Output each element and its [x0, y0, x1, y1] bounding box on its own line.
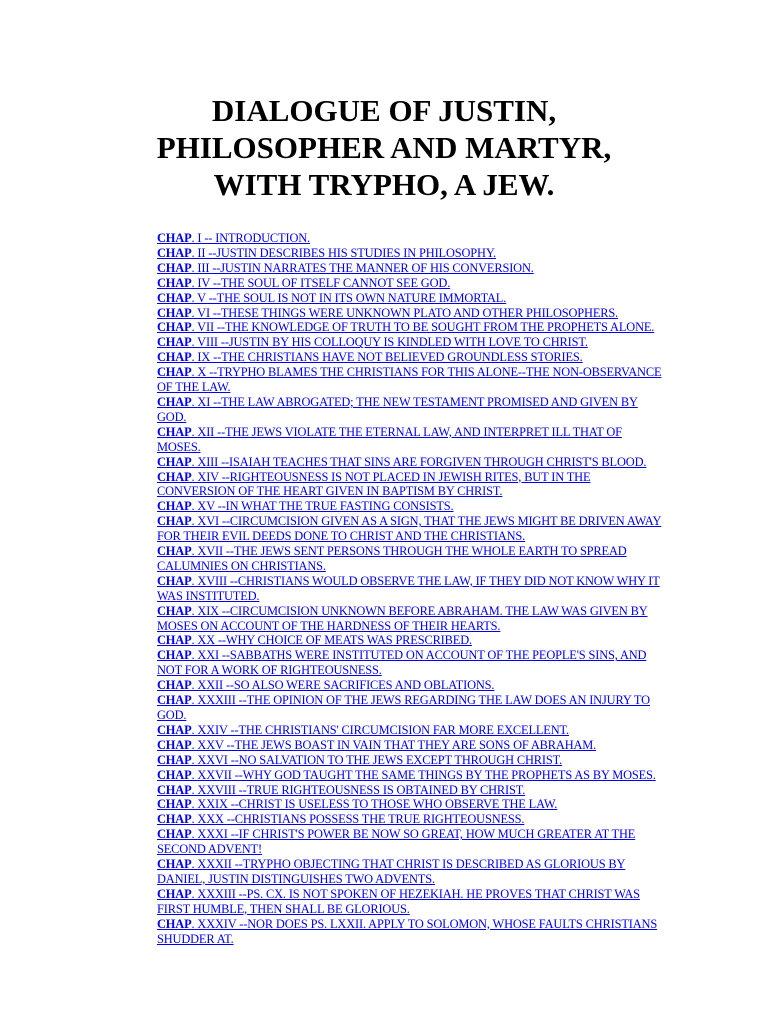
chapter-prefix: CHAP — [157, 916, 192, 931]
chapter-link[interactable] — [157, 395, 638, 424]
chapter-title: . III --JUSTIN NARRATES THE MANNER OF HIS CONVERSION. — [191, 260, 534, 275]
chapter-prefix: CHAP — [157, 812, 192, 827]
chapter-link[interactable] — [157, 455, 646, 469]
toc-entry — [157, 753, 667, 768]
chapter-prefix: CHAP — [157, 722, 192, 737]
chapter-link[interactable] — [157, 738, 596, 752]
chapter-link[interactable] — [157, 470, 590, 499]
chapter-prefix: CHAP — [157, 678, 192, 693]
chapter-title: . XXIV --THE CHRISTIANS' CIRCUMCISION FAR MORE EXCELLENT. — [191, 722, 569, 737]
chapter-prefix: CHAP — [157, 320, 192, 335]
toc-entry — [157, 678, 667, 693]
chapter-title: . XXXIV --NOR DOES PS. LXXII. APPLY TO SOLOMON, WHOSE FAULTS CHRISTIANS SHUDDER AT. — [157, 916, 658, 946]
chapter-prefix: CHAP — [157, 782, 192, 797]
chapter-title: . IV --THE SOUL OF ITSELF CANNOT SEE GOD. — [191, 275, 451, 290]
chapter-title: . VII --THE KNOWLEDGE OF TRUTH TO BE SOUGHT FROM THE PROPHETS ALONE. — [191, 320, 655, 335]
chapter-title: . XIV --RIGHTEOUSNESS IS NOT PLACED IN JEWISH RITES, BUT IN THE CONVERSION OF THE HEART GIVEN IN BAPTISM BY CHRIST. — [157, 469, 591, 499]
chapter-prefix: CHAP — [157, 886, 192, 901]
chapter-link[interactable] — [157, 648, 646, 677]
chapter-title: . IX --THE CHRISTIANS HAVE NOT BELIEVED GROUNDLESS STORIES. — [191, 350, 583, 365]
toc-entry — [157, 797, 667, 812]
chapter-title: . XXX --CHRISTIANS POSSESS THE TRUE RIGHTEOUSNESS. — [191, 812, 525, 827]
chapter-link[interactable] — [157, 917, 657, 946]
chapter-prefix: CHAP — [157, 693, 192, 708]
chapter-prefix: CHAP — [157, 335, 192, 350]
chapter-link[interactable] — [157, 261, 534, 275]
chapter-title: . XXVI --NO SALVATION TO THE JEWS EXCEPT THROUGH CHRIST. — [191, 752, 563, 767]
chapter-title: . XXV --THE JEWS BOAST IN VAIN THAT THEY ARE SONS OF ABRAHAM. — [191, 737, 597, 752]
chapter-title: . XXI --SABBATHS WERE INSTITUTED ON ACCOUNT OF THE PEOPLE'S SINS, AND NOT FOR A WORK OF RIGHTEOUSNESS. — [157, 648, 647, 678]
toc-entry — [157, 783, 667, 798]
chapter-link[interactable] — [157, 365, 661, 394]
chapter-prefix: CHAP — [157, 260, 192, 275]
chapter-prefix: CHAP — [157, 350, 192, 365]
chapter-link[interactable] — [157, 678, 494, 692]
chapter-prefix: CHAP — [157, 648, 192, 663]
chapter-title: . VIII --JUSTIN BY HIS COLLOQUY IS KINDLED WITH LOVE TO CHRIST. — [191, 335, 588, 350]
toc-entry — [157, 350, 667, 365]
chapter-title: . XXVII --WHY GOD TAUGHT THE SAME THINGS BY THE PROPHETS AS BY MOSES. — [191, 767, 656, 782]
chapter-title: . XXXIII --PS. CX. IS NOT SPOKEN OF HEZEKIAH. HE PROVES THAT CHRIST WAS FIRST HUMBLE, THEN SHALL BE GLORIOUS. — [157, 886, 640, 916]
toc-entry — [157, 246, 667, 261]
chapter-link[interactable] — [157, 499, 454, 513]
chapter-prefix: CHAP — [157, 827, 192, 842]
chapter-link[interactable] — [157, 276, 450, 290]
chapter-title: . X --TRYPHO BLAMES THE CHRISTIANS FOR THIS ALONE--THE NON-OBSERVANCE OF THE LAW. — [157, 365, 662, 395]
toc-entry — [157, 499, 667, 514]
chapter-link[interactable] — [157, 827, 635, 856]
chapter-title: . XXXIII --THE OPINION OF THE JEWS REGARDING THE LAW DOES AN INJURY TO GOD. — [157, 693, 650, 722]
chapter-prefix: CHAP — [157, 797, 192, 812]
chapter-title: . XXIX --CHRIST IS USELESS TO THOSE WHO OBSERVE THE LAW. — [191, 797, 558, 812]
chapter-title: . VI --THESE THINGS WERE UNKNOWN PLATO AND OTHER PHILOSOPHERS. — [191, 305, 619, 320]
chapter-prefix: CHAP — [157, 499, 192, 514]
chapter-title: . XXVIII --TRUE RIGHTEOUSNESS IS OBTAINED BY CHRIST. — [191, 782, 526, 797]
chapter-link[interactable] — [157, 857, 625, 886]
chapter-link[interactable] — [157, 812, 524, 826]
chapter-link[interactable] — [157, 797, 557, 811]
toc-entry — [157, 455, 667, 470]
chapter-link[interactable] — [157, 350, 583, 364]
chapter-prefix: CHAP — [157, 737, 192, 752]
chapter-link[interactable] — [157, 574, 660, 603]
chapter-title: . XI --THE LAW ABROGATED; THE NEW TESTAMENT PROMISED AND GIVEN BY GOD. — [157, 394, 638, 424]
chapter-title: . XIX --CIRCUMCISION UNKNOWN BEFORE ABRAHAM. THE LAW WAS GIVEN BY MOSES ON ACCOUNT OF THE HARDNESS OF THEIR HEARTS. — [157, 603, 648, 633]
chapter-prefix: CHAP — [157, 275, 192, 290]
toc-entry — [157, 365, 667, 395]
chapter-link[interactable] — [157, 723, 569, 737]
toc-entry — [157, 857, 667, 887]
chapter-link[interactable] — [157, 425, 622, 454]
chapter-title: . XXXII --TRYPHO OBJECTING THAT CHRIST IS DESCRIBED AS GLORIOUS BY DANIEL, JUSTIN DISTINGUISHES TWO ADVENTS. — [157, 857, 626, 886]
table-of-contents — [157, 231, 667, 947]
chapter-prefix: CHAP — [157, 752, 192, 767]
toc-entry — [157, 768, 667, 783]
chapter-title: . I -- INTRODUCTION. — [191, 231, 310, 245]
toc-entry — [157, 261, 667, 276]
toc-entry — [157, 633, 667, 648]
title-line-3: WITH TRYPHO, A JEW. — [213, 167, 555, 202]
title-line-1: DIALOGUE OF JUSTIN, — [211, 93, 557, 128]
chapter-link[interactable] — [157, 783, 525, 797]
chapter-link[interactable] — [157, 231, 310, 245]
toc-entry — [157, 320, 667, 335]
chapter-title: . XVIII --CHRISTIANS WOULD OBSERVE THE LAW, IF THEY DID NOT KNOW WHY IT WAS INSTITUTED. — [157, 573, 660, 603]
chapter-title: . XIII --ISAIAH TEACHES THAT SINS ARE FORGIVEN THROUGH CHRIST'S BLOOD. — [191, 454, 647, 469]
toc-entry — [157, 306, 667, 321]
chapter-prefix: CHAP — [157, 454, 192, 469]
toc-entry — [157, 335, 667, 350]
toc-entry — [157, 425, 667, 455]
chapter-link[interactable] — [157, 514, 661, 543]
toc-entry — [157, 723, 667, 738]
chapter-link[interactable] — [157, 335, 588, 349]
chapter-title: . V --THE SOUL IS NOT IN ITS OWN NATURE IMMORTAL. — [191, 290, 507, 305]
toc-entry — [157, 514, 667, 544]
chapter-link[interactable] — [157, 693, 650, 722]
toc-entry — [157, 395, 667, 425]
title-line-2: PHILOSOPHER AND MARTYR, — [156, 130, 612, 165]
chapter-prefix: CHAP — [157, 514, 192, 529]
chapter-prefix: CHAP — [157, 603, 192, 618]
toc-entry — [157, 231, 667, 246]
chapter-link[interactable] — [157, 306, 618, 320]
chapter-prefix: CHAP — [157, 573, 192, 588]
chapter-title: . XVII --THE JEWS SENT PERSONS THROUGH THE WHOLE EARTH TO SPREAD CALUMNIES ON CHRISTIANS. — [157, 544, 627, 573]
chapter-prefix: CHAP — [157, 469, 192, 484]
chapter-title: . XXXI --IF CHRIST'S POWER BE NOW SO GREAT, HOW MUCH GREATER AT THE SECOND ADVENT! — [157, 827, 636, 857]
chapter-link[interactable] — [157, 246, 496, 260]
chapter-prefix: CHAP — [157, 424, 192, 439]
chapter-link[interactable] — [157, 887, 640, 916]
chapter-prefix: CHAP — [157, 365, 192, 380]
chapter-link[interactable] — [157, 544, 627, 573]
chapter-prefix: CHAP — [157, 767, 192, 782]
chapter-title: . XX --WHY CHOICE OF MEATS WAS PRESCRIBED. — [191, 633, 472, 648]
toc-entry — [157, 574, 667, 604]
toc-entry — [157, 291, 667, 306]
chapter-prefix: CHAP — [157, 245, 192, 260]
toc-entry — [157, 917, 667, 947]
chapter-link[interactable] — [157, 604, 648, 633]
chapter-prefix: CHAP — [157, 305, 192, 320]
toc-entry — [157, 470, 667, 500]
chapter-link[interactable] — [157, 633, 472, 647]
chapter-link[interactable] — [157, 291, 506, 305]
toc-entry — [157, 276, 667, 291]
chapter-prefix: CHAP — [157, 633, 192, 648]
chapter-prefix: CHAP — [157, 394, 192, 409]
chapter-link[interactable] — [157, 753, 562, 767]
chapter-link[interactable] — [157, 320, 654, 334]
toc-entry — [157, 812, 667, 827]
chapter-title: . XII --THE JEWS VIOLATE THE ETERNAL LAW, AND INTERPRET ILL THAT OF MOSES. — [157, 424, 622, 454]
toc-entry — [157, 693, 667, 723]
toc-entry — [157, 648, 667, 678]
chapter-prefix: CHAP — [157, 544, 192, 559]
chapter-title: . II --JUSTIN DESCRIBES HIS STUDIES IN PHILOSOPHY. — [191, 245, 496, 260]
chapter-title: . XVI --CIRCUMCISION GIVEN AS A SIGN, THAT THE JEWS MIGHT BE DRIVEN AWAY FOR THEIR EVIL DEEDS DONE TO CHRIST AND THE CHRISTIANS. — [157, 514, 662, 544]
document-title — [0, 92, 768, 203]
chapter-prefix: CHAP — [157, 290, 192, 305]
toc-entry — [157, 544, 667, 574]
chapter-link[interactable] — [157, 768, 656, 782]
chapter-prefix: CHAP — [157, 857, 192, 872]
toc-entry — [157, 887, 667, 917]
toc-entry — [157, 827, 667, 857]
chapter-prefix: CHAP — [157, 231, 192, 245]
toc-entry — [157, 604, 667, 634]
toc-entry — [157, 738, 667, 753]
chapter-title: . XV --IN WHAT THE TRUE FASTING CONSISTS. — [191, 499, 454, 514]
chapter-title: . XXII --SO ALSO WERE SACRIFICES AND OBLATIONS. — [191, 678, 495, 693]
